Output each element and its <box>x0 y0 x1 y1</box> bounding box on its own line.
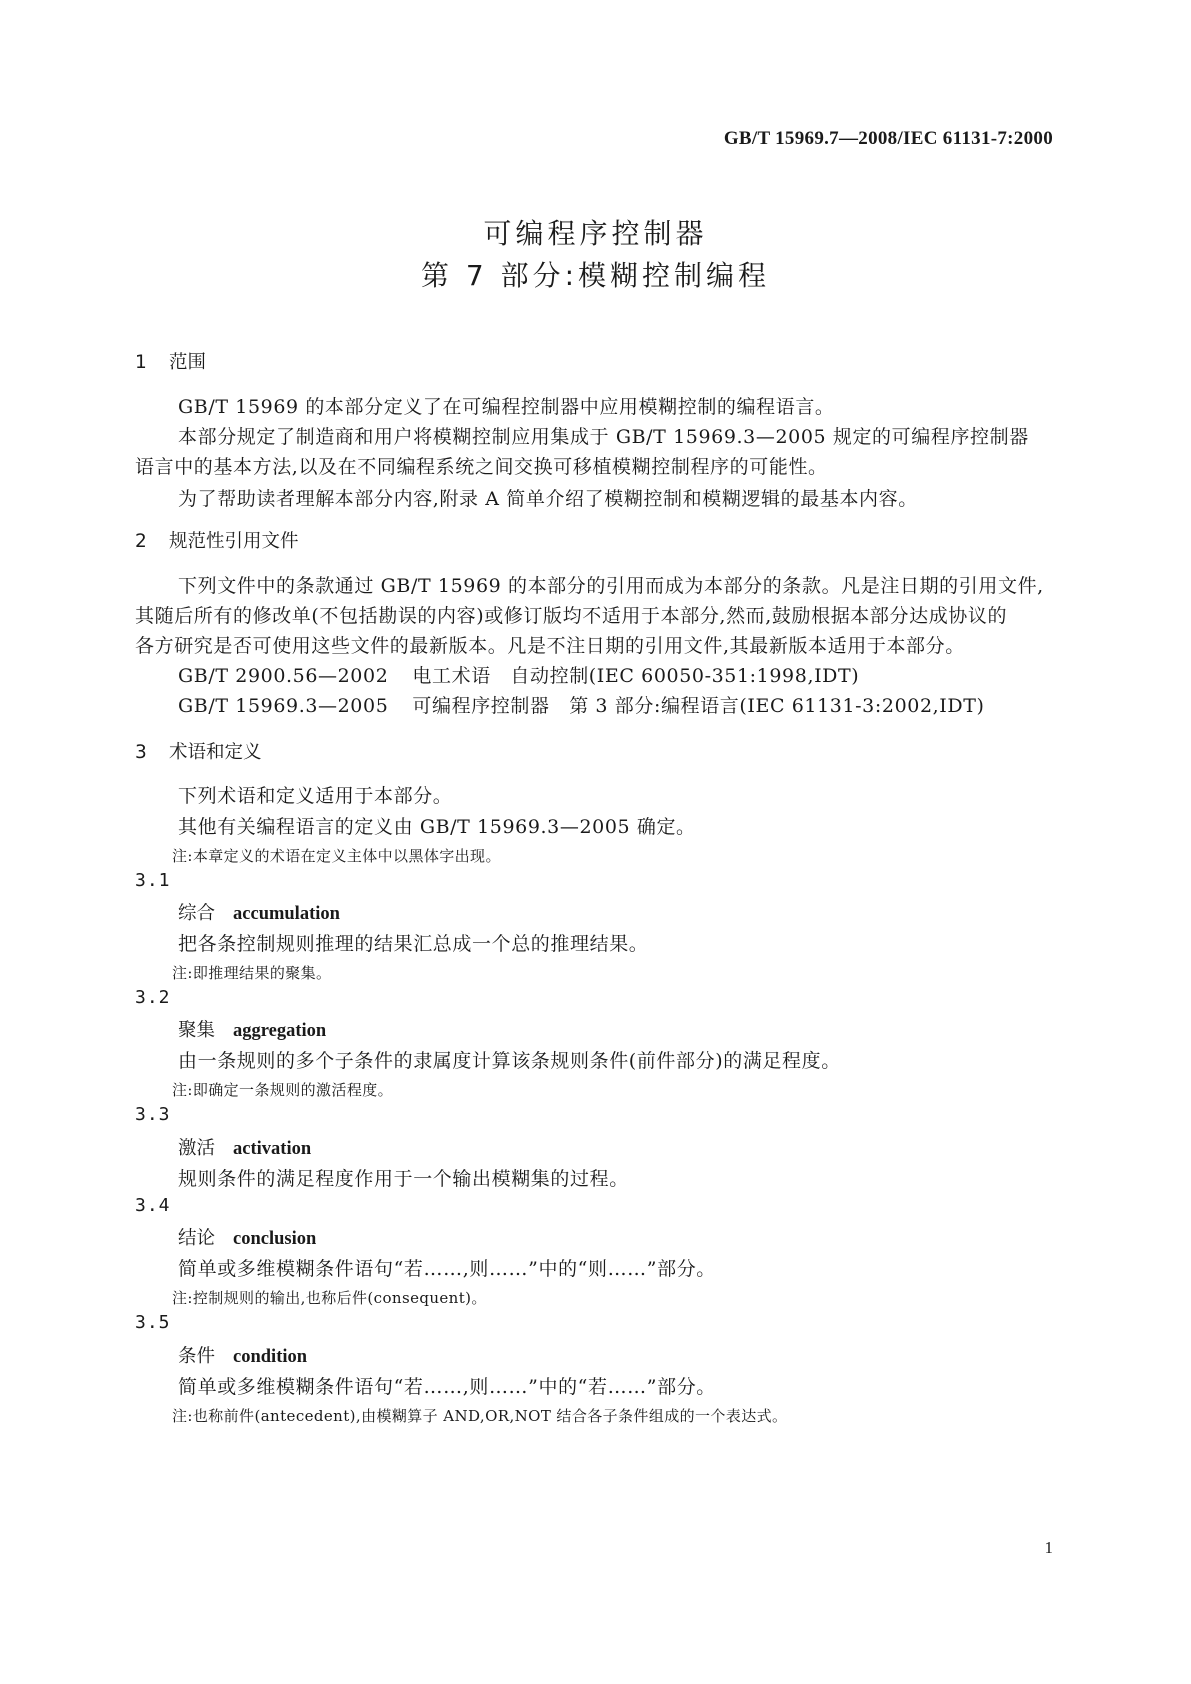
term-zh: 综合 <box>178 903 216 924</box>
term-zh: 条件 <box>178 1346 216 1367</box>
term-heading <box>178 899 340 925</box>
normative-reference-2 <box>178 691 985 718</box>
term-note: 注:控制规则的输出,也称后件(consequent)。 <box>172 1289 487 1307</box>
section-number: 1 <box>135 352 147 373</box>
term-definition: 简单或多维模糊条件语句“若……,则……”中的“若……”部分。 <box>178 1376 716 1398</box>
section-2-para-line-3: 各方研究是否可使用这些文件的最新版本。凡是不注日期的引用文件,其最新版本适用于本部分。 <box>135 635 965 657</box>
term-note: 注:即推理结果的聚集。 <box>172 964 332 982</box>
section-3-para-2: 其他有关编程语言的定义由 GB/T 15969.3—2005 确定。 <box>178 816 696 838</box>
section-1-heading <box>135 348 206 374</box>
term-number: 3.2 <box>135 987 171 1008</box>
document-title-line1: 可编程序控制器 <box>483 217 708 250</box>
term-note: 注:即确定一条规则的激活程度。 <box>172 1081 394 1099</box>
section-title: 规范性引用文件 <box>169 531 299 552</box>
standard-number: GB/T 15969.7—2008/IEC 61131-7:2000 <box>723 128 1053 149</box>
section-title: 术语和定义 <box>169 742 262 763</box>
term-number: 3.1 <box>135 870 171 891</box>
term-en: aggregation <box>233 1021 327 1041</box>
section-2-para-line-1: 下列文件中的条款通过 GB/T 15969 的本部分的引用而成为本部分的条款。凡是注日期的引用文件, <box>178 575 1044 597</box>
section-1-para-2-line-1: 本部分规定了制造商和用户将模糊控制应用集成于 GB/T 15969.3—2005 规定的可编程序控制器 <box>178 426 1029 448</box>
section-3-para-1: 下列术语和定义适用于本部分。 <box>178 785 453 807</box>
normative-reference-1 <box>178 661 859 688</box>
term-en: condition <box>233 1347 308 1367</box>
term-zh: 结论 <box>178 1228 216 1249</box>
term-definition: 把各条控制规则推理的结果汇总成一个总的推理结果。 <box>178 933 649 955</box>
section-1-para-1: GB/T 15969 的本部分定义了在可编程控制器中应用模糊控制的编程语言。 <box>178 396 835 418</box>
term-heading <box>178 1342 307 1368</box>
reference-code: GB/T 2900.56—2002 <box>178 665 389 687</box>
term-heading <box>178 1016 326 1042</box>
term-note: 注:也称前件(antecedent),由模糊算子 AND,OR,NOT 结合各子条件组成的一个表达式。 <box>172 1407 788 1425</box>
term-en: conclusion <box>233 1229 317 1249</box>
term-en: accumulation <box>233 904 340 924</box>
term-heading <box>178 1134 311 1160</box>
term-number: 3.4 <box>135 1195 171 1216</box>
section-number: 2 <box>135 531 147 552</box>
section-1-para-3: 为了帮助读者理解本部分内容,附录 A 简单介绍了模糊控制和模糊逻辑的最基本内容。 <box>178 488 918 510</box>
page-number: 1 <box>1044 1538 1053 1557</box>
reference-title: 电工术语 自动控制(IEC 60050-351:1998,IDT) <box>412 665 860 687</box>
reference-title: 可编程序控制器 第 3 部分:编程语言(IEC 61131-3:2002,IDT) <box>412 695 985 717</box>
term-zh: 激活 <box>178 1138 216 1159</box>
section-2-heading <box>135 527 299 553</box>
section-number: 3 <box>135 742 147 763</box>
reference-code: GB/T 15969.3—2005 <box>178 695 389 717</box>
term-zh: 聚集 <box>178 1020 216 1041</box>
term-number: 3.3 <box>135 1104 171 1125</box>
section-2-para-line-2: 其随后所有的修改单(不包括勘误的内容)或修订版均不适用于本部分,然而,鼓励根据本部分达成协议的 <box>135 605 1008 627</box>
term-heading <box>178 1224 316 1250</box>
section-3-heading <box>135 738 262 764</box>
term-definition: 由一条规则的多个子条件的隶属度计算该条规则条件(前件部分)的满足程度。 <box>178 1050 841 1072</box>
section-3-note: 注:本章定义的术语在定义主体中以黑体字出现。 <box>172 847 501 865</box>
document-title-line2: 第 7 部分:模糊控制编程 <box>420 259 771 292</box>
term-en: activation <box>233 1139 312 1159</box>
term-number: 3.5 <box>135 1312 171 1333</box>
section-title: 范围 <box>169 352 207 373</box>
term-definition: 简单或多维模糊条件语句“若……,则……”中的“则……”部分。 <box>178 1258 716 1280</box>
term-definition: 规则条件的满足程度作用于一个输出模糊集的过程。 <box>178 1168 629 1190</box>
section-1-para-2-line-2: 语言中的基本方法,以及在不同编程系统之间交换可移植模糊控制程序的可能性。 <box>135 456 828 478</box>
